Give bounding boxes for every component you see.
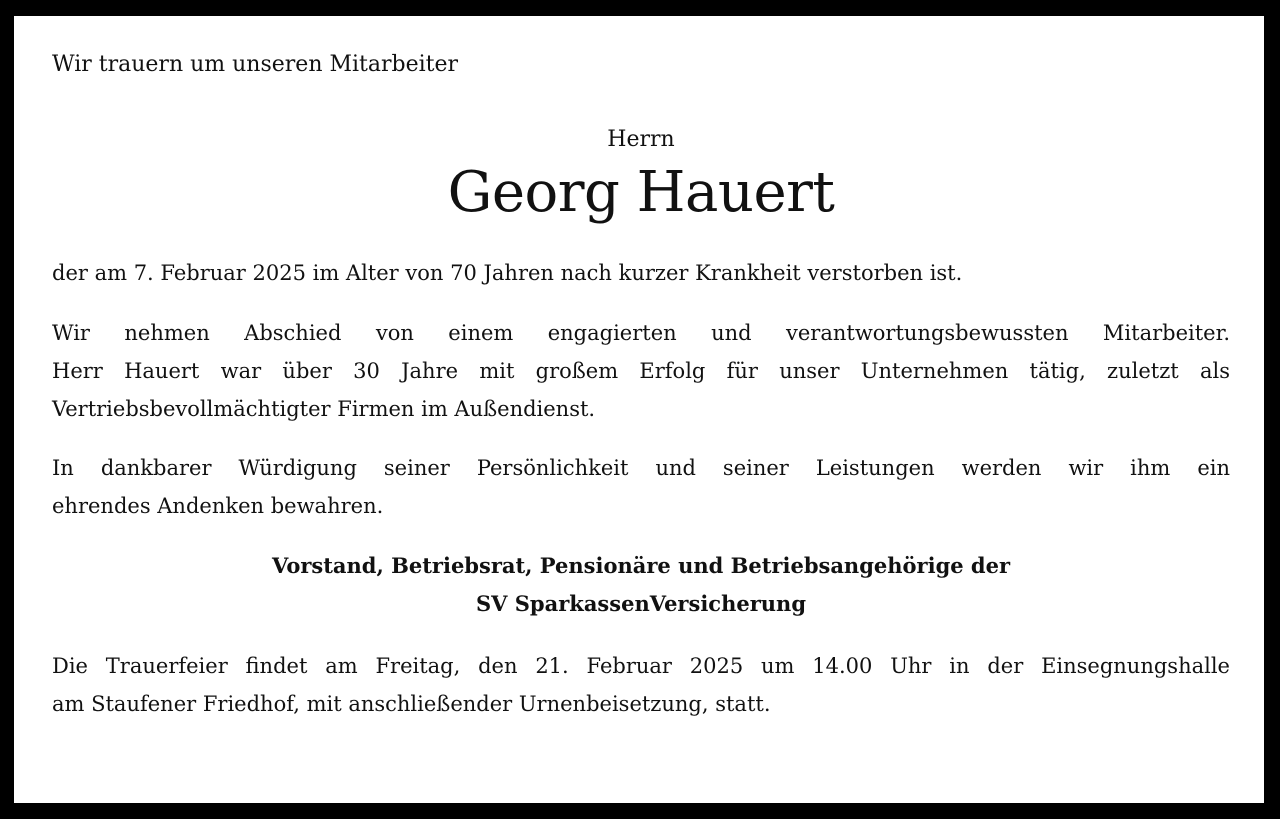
farewell-paragraph	[52, 314, 1230, 428]
farewell-line: Wir nehmen Abschied von einem engagierten und verantwortungsbewussten Mitarbeiter.	[52, 321, 1230, 345]
deceased-name: Georg Hauert	[447, 160, 835, 225]
funeral-line: am Staufener Friedhof, mit anschließender Urnenbeisetzung, statt.	[52, 692, 771, 716]
farewell-line: Herr Hauert war über 30 Jahre mit großem Erfolg für unser Unternehmen tätig, zuletzt als	[52, 359, 1230, 383]
salutation: Herrn	[607, 127, 675, 152]
tribute-line: ehrendes Andenken bewahren.	[52, 494, 384, 518]
signature-block	[52, 547, 1230, 623]
tribute-paragraph	[52, 449, 1230, 525]
death-line: der am 7. Februar 2025 im Alter von 70 Jahren nach kurzer Krankheit verstorben ist.	[52, 261, 963, 285]
intro-line: Wir trauern um unseren Mitarbeiter	[52, 52, 459, 77]
funeral-info	[52, 647, 1230, 723]
death-announcement	[52, 254, 1230, 292]
company-name: SV SparkassenVersicherung	[475, 591, 806, 616]
signature-line: Vorstand, Betriebsrat, Pensionäre und Betriebsangehörige der	[271, 553, 1011, 578]
obituary-notice	[52, 50, 1230, 723]
farewell-line: Vertriebsbevollmächtigter Firmen im Außendienst.	[52, 397, 596, 421]
tribute-line: In dankbarer Würdigung seiner Persönlichkeit und seiner Leistungen werden wir ihm ein	[52, 456, 1230, 480]
funeral-line: Die Trauerfeier findet am Freitag, den 21. Februar 2025 um 14.00 Uhr in der Einsegnungshalle	[52, 654, 1230, 678]
